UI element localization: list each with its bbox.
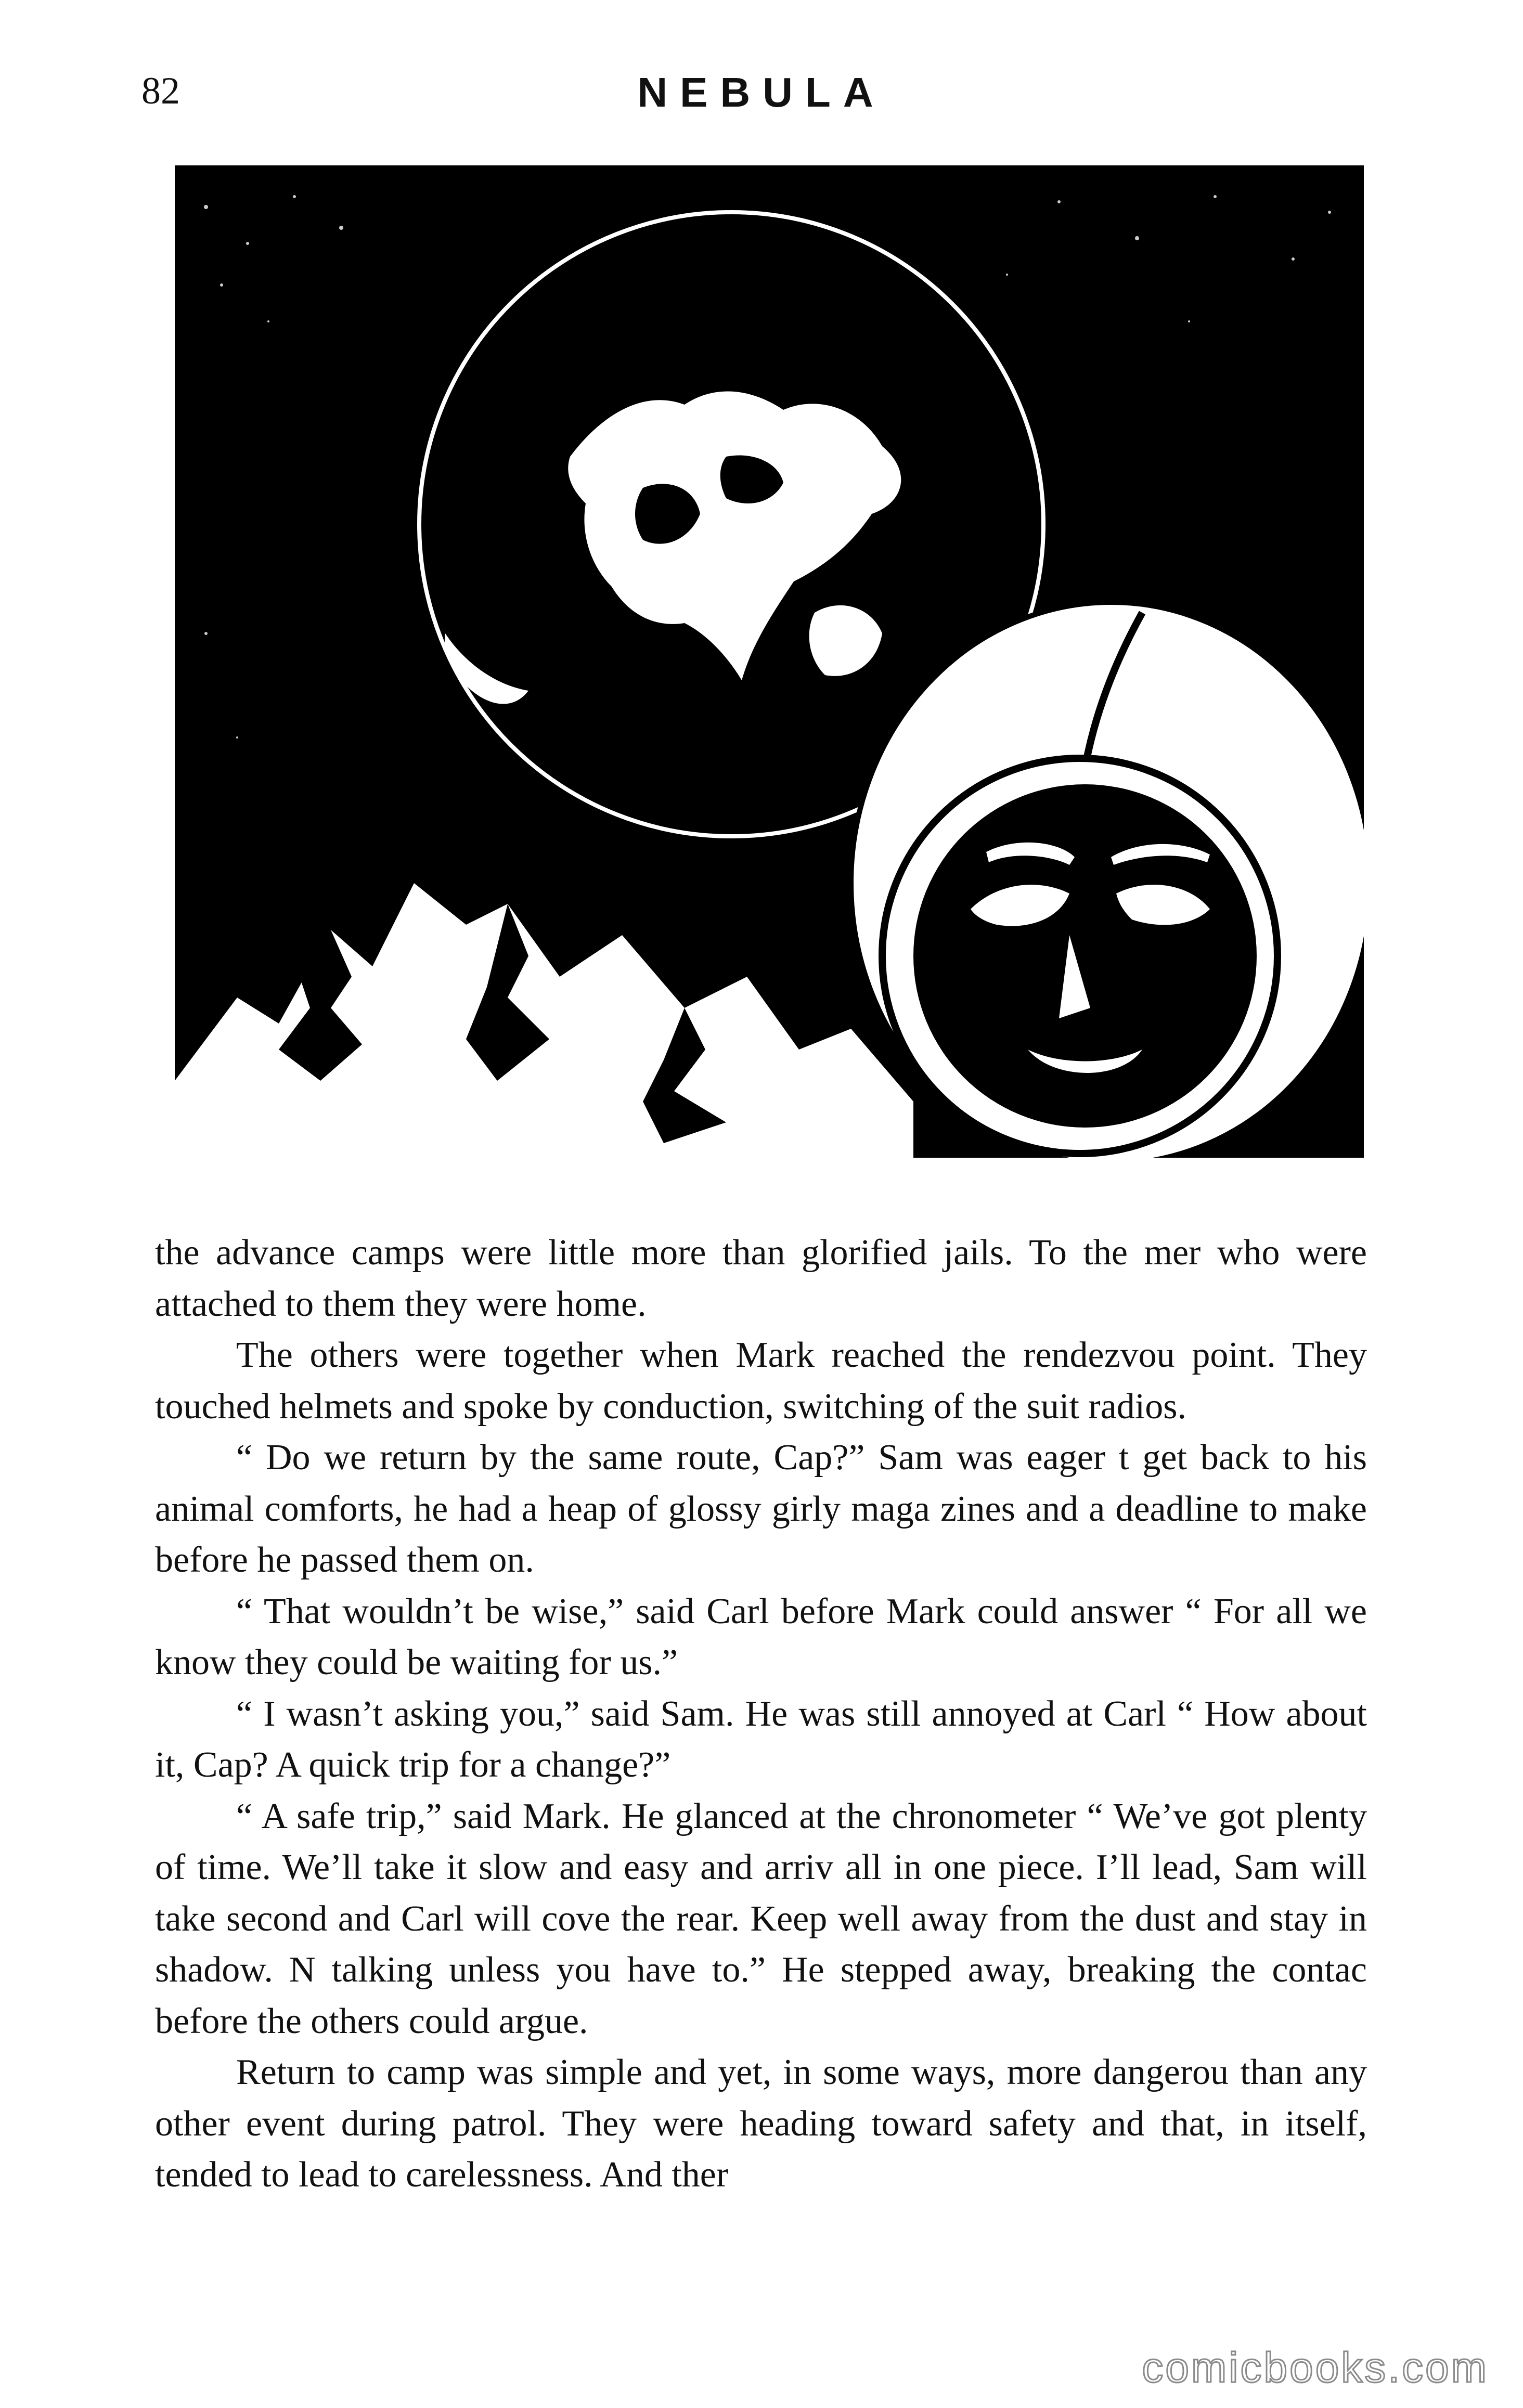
story-paragraph: Return to camp was simple and yet, in some ways, more dangerou than any other event during patrol. They were heading toward safety and that, in itself, tended to lead to carelessness. And ther [155,2052,1367,2195]
running-head: NEBULA [637,69,886,115]
story-paragraph: “ That wouldn’t be wise,” said Carl before Mark could answer “ For all we know they could be waiting for us.” [155,1591,1367,1682]
story-paragraph: “ A safe trip,” said Mark. He glanced at the chronometer “ We’ve got plenty of time. We’ll take it slow and easy and arriv all in one piece. I’ll lead, Sam will take second and Carl will cove the rear. Keep well away from the dust and stay in shadow. N talking unless you have to.” He stepped away, breaking the contac before the others could argue. [155,1796,1367,2041]
story-paragraph: the advance camps were little more than glorified jails. To the mer who were attached to them they were home. [155,1233,1367,1324]
astronaut-helmet-icon [851,602,1364,1158]
story-paragraph: “ I wasn’t asking you,” said Sam. He was still annoyed at Carl “ How about it, Cap? A quick trip for a change?” [155,1693,1367,1785]
story-illustration [175,165,1364,1158]
page-number: 82 [141,70,180,112]
story-paragraph: “ Do we return by the same route, Cap?” Sam was eager t get back to his animal comforts, he had a heap of glossy girly maga zines and a deadline to make before he passed them on. [155,1438,1367,1580]
site-watermark: comicbooks.com [1142,2344,1489,2391]
story-text [155,1227,1367,2283]
story-paragraph: The others were together when Mark reached the rendezvou point. They touched helmets and spoke by conduction, switching of the suit radios. [155,1335,1367,1427]
